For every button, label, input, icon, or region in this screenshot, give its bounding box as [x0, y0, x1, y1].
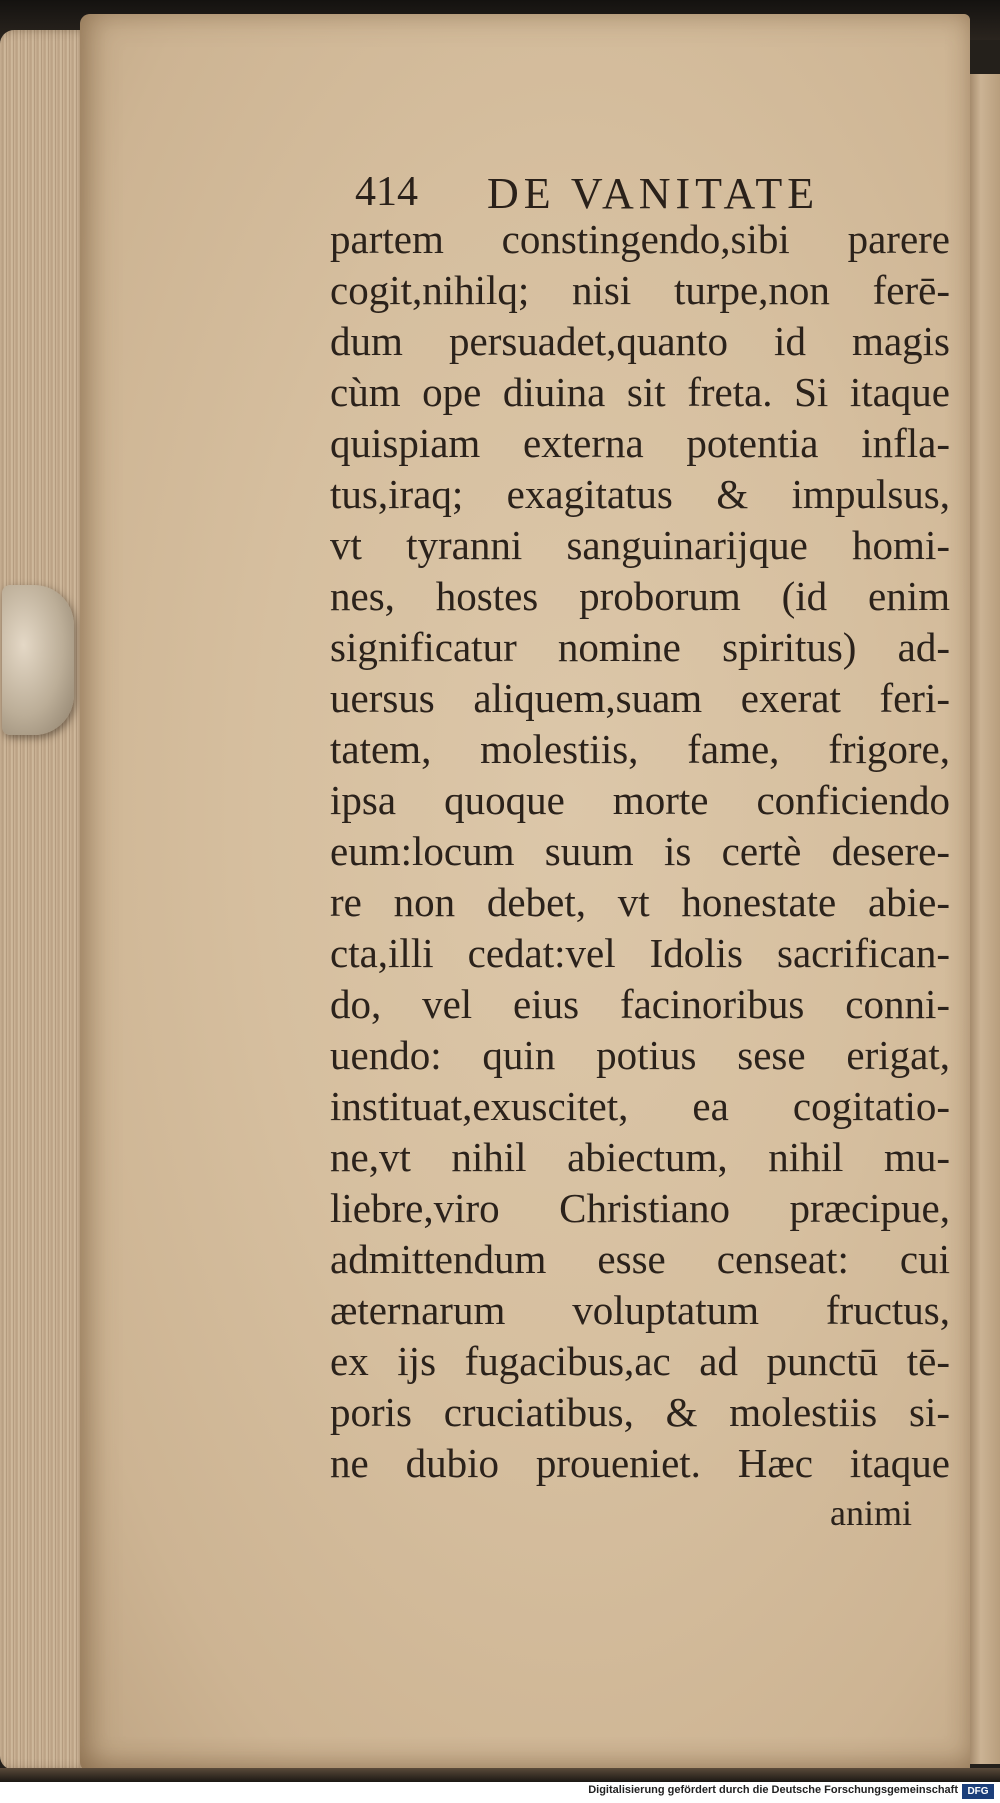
text-line: quispiam externa potentia infla-: [330, 420, 950, 466]
text-line: tus,iraq; exagitatus & impulsus,: [330, 471, 950, 517]
text-line: uendo: quin potius sese erigat,: [330, 1032, 950, 1078]
text-line: eum:locum suum is certè desere-: [330, 828, 950, 874]
text-line: significatur nomine spiritus) ad-: [330, 624, 950, 670]
footer-bar: [0, 1782, 1000, 1803]
text-line: ne,vt nihil abiectum, nihil mu-: [330, 1134, 950, 1180]
text-line: cùm ope diuina sit freta. Si itaque: [330, 369, 950, 415]
funding-credit: Digitalisierung gefördert durch die Deutsche Forschungsgemeinschaft: [588, 1784, 958, 1796]
text-line: cta,illi cedat:vel Idolis sacrifican-: [330, 930, 950, 976]
dfg-logo-icon: DFG: [962, 1784, 994, 1799]
book-fore-edge: [0, 30, 92, 1770]
text-line: uersus aliquem,suam exerat feri-: [330, 675, 950, 721]
facing-page-edge: [968, 74, 1000, 1764]
text-line: liebre,viro Christiano præcipue,: [330, 1185, 950, 1231]
text-line: admittendum esse censeat: cui: [330, 1236, 950, 1282]
text-line: tatem, molestiis, fame, frigore,: [330, 726, 950, 772]
text-line: poris cruciatibus, & molestiis si-: [330, 1389, 950, 1435]
bottom-shadow: [0, 1768, 1000, 1782]
text-line: ex ijs fugacibus,ac ad punctū tē-: [330, 1338, 950, 1384]
text-line: re non debet, vt honestate abie-: [330, 879, 950, 925]
book-clasp: [2, 585, 74, 735]
text-line: ne dubio proueniet. Hæc itaque: [330, 1440, 950, 1486]
text-line: æternarum voluptatum fructus,: [330, 1287, 950, 1333]
text-line: dum persuadet,quanto id magis: [330, 318, 950, 364]
text-line: vt tyranni sanguinarijque homi-: [330, 522, 950, 568]
text-line: partem constingendo,sibi parere: [330, 216, 950, 262]
text-line: nes, hostes proborum (id enim: [330, 573, 950, 619]
text-line: ipsa quoque morte conficiendo: [330, 777, 950, 823]
text-line: instituat,exuscitet, ea cogitatio-: [330, 1083, 950, 1129]
text-line: cogit,nihilq; nisi turpe,non ferē-: [330, 267, 950, 313]
catchword: animi: [830, 1493, 912, 1533]
running-title: DE VANITATE: [487, 169, 820, 218]
page-number: 414: [355, 169, 418, 215]
text-line: do, vel eius facinoribus conni-: [330, 981, 950, 1027]
